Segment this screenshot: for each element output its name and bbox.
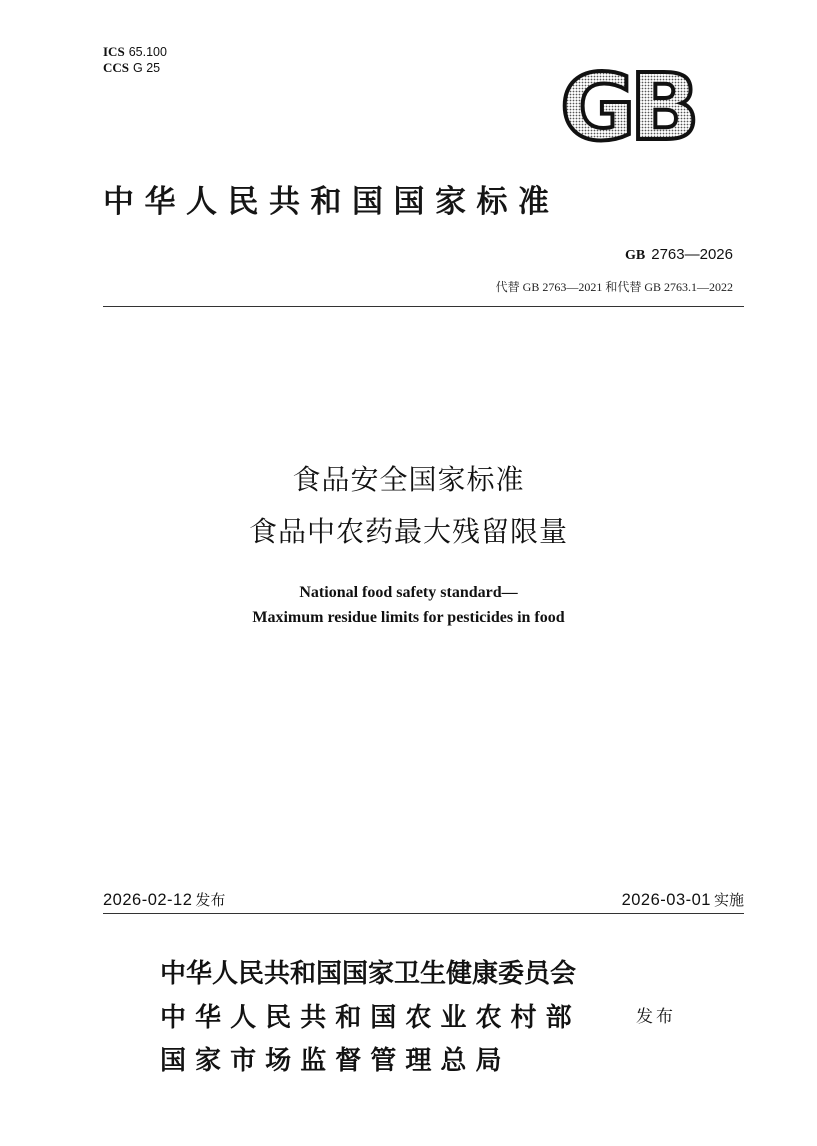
title-en-line1: National food safety standard— <box>299 584 518 601</box>
ccs-line <box>103 60 167 76</box>
bottom-divider <box>103 913 744 914</box>
ics-label: ICS <box>103 44 125 59</box>
standard-number <box>625 246 733 264</box>
effective-label: 实施 <box>713 891 744 909</box>
ics-value: 65.100 <box>128 45 167 59</box>
gb-logo-mark: GB <box>560 66 694 146</box>
ccs-value: G 25 <box>133 61 161 75</box>
top-divider <box>103 306 744 307</box>
title-cn-line1: 食品安全国家标准 <box>292 463 525 496</box>
issue-date-value: 2026-02-12 <box>103 891 193 909</box>
title-en-line2: Maximum residue limits for pesticides in food <box>252 609 565 626</box>
effective-date-value: 2026-03-01 <box>621 891 711 909</box>
classification-codes <box>103 44 167 76</box>
issue-date <box>103 889 225 910</box>
issue-label: 发布 <box>195 891 226 909</box>
ics-line <box>103 44 167 60</box>
replaces-note: 代替 GB 2763—2021 和代替 GB 2763.1—2022 <box>495 280 733 294</box>
issuer-samr: 国 家 市 场 监 督 管 理 总 局 <box>160 1046 502 1076</box>
title-cn-line2: 食品中农药最大残留限量 <box>248 515 568 548</box>
issuer-moa: 中 华 人 民 共 和 国 农 业 农 村 部 <box>160 1003 572 1033</box>
issuer-nhc: 中华人民共和国国家卫生健康委员会 <box>160 959 577 989</box>
national-standard-heading: 中华人民共和国国家标准 <box>103 184 560 220</box>
effective-date <box>622 889 744 910</box>
standard-prefix: GB <box>625 248 646 263</box>
ccs-label: CCS <box>103 60 130 75</box>
publish-label: 发布 <box>636 1007 676 1027</box>
standard-code: 2763—2026 <box>651 246 733 263</box>
gb-logo <box>548 66 706 146</box>
